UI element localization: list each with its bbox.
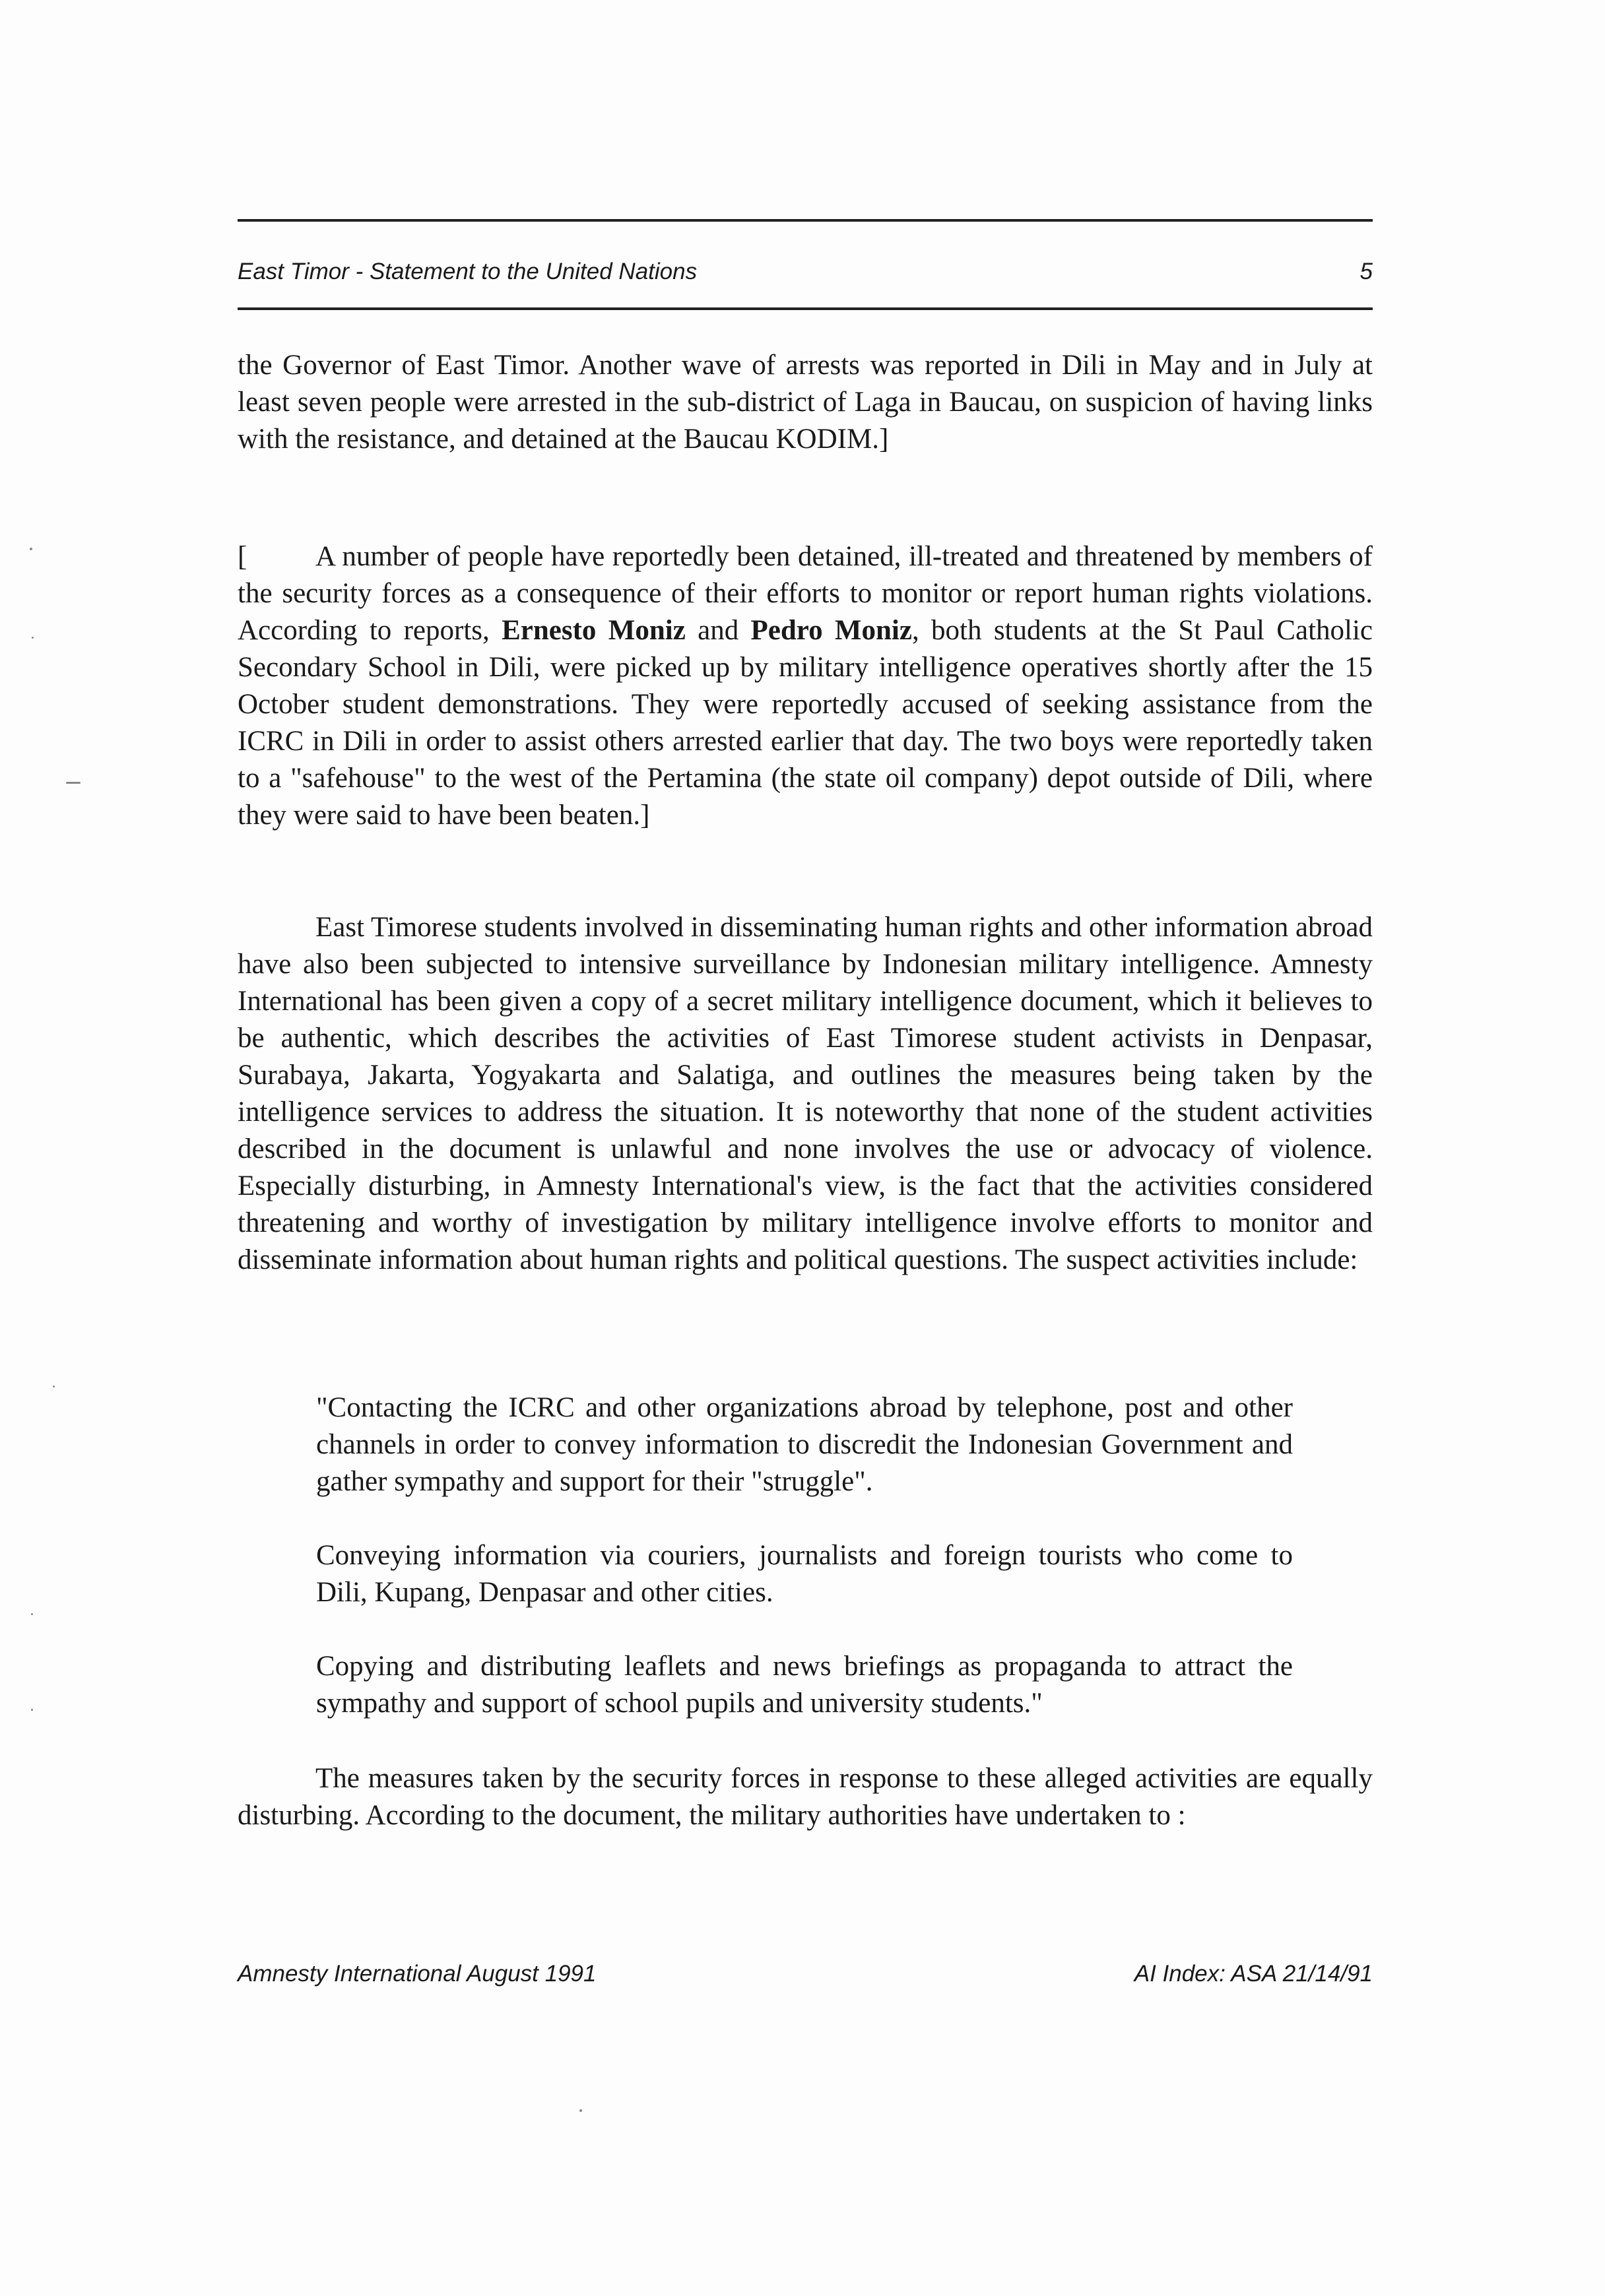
page-number: 5: [1359, 259, 1373, 284]
scan-speck: [579, 2109, 582, 2112]
quote-item-1: "Contacting the ICRC and other organizations abroad by telephone, post and other channels in order to convey information to discredit the Indonesian Government and gather sympathy and support for their "struggle".: [316, 1392, 1293, 1497]
running-title: East Timor - Statement to the United Nations: [238, 259, 698, 284]
quote-item-3: Copying and distributing leaflets and news briefings as propaganda to attract the sympathy and support of school pupils and university students.": [316, 1651, 1293, 1719]
paragraph-2-part-a: A number of people have reportedly been detained, ill-treated and threatened by members of the security forces as a consequence of their efforts to monitor or report human rights violations. According to reports,: [238, 541, 1373, 646]
quote-item-2: Conveying information via couriers, journalists and foreign tourists who come to Dili, Kupang, Denpasar and other cities.: [316, 1540, 1293, 1608]
page-footer: [238, 1956, 1373, 1993]
footer-publisher-date: Amnesty International August 1991: [238, 1961, 597, 1987]
paragraph-1-text: the Governor of East Timor. Another wave of arrests was reported in Dili in May and in July at least seven people were arrested in the sub-district of Laga in Baucau, on suspicion of having links with the resistance, and detained at the Baucau KODIM.]: [238, 350, 1373, 455]
scan-speck: [31, 1613, 33, 1615]
paragraph-2: [238, 538, 1373, 834]
paragraph-3: [238, 909, 1373, 1279]
opening-bracket: [: [238, 541, 247, 572]
paragraph-3-text: East Timorese students involved in disseminating human rights and other information abroad have also been subjected to intensive surveillance by Indonesian military intelligence. Amnesty International has been given a copy of a secret military intelligence document, which it believes to be authentic, which describes the activities of East Timorese student activists in Denpasar, Surabaya, Jakarta, Yogyakarta and Salatiga, and outlines the measures being taken by the intelligence services to address the situation. It is noteworthy that none of the student activities described in the document is unlawful and none involves the use or advocacy of violence. Especially disturbing, in Amnesty International's view, is the fact that the activities considered threatening and worthy of investigation by military intelligence involve efforts to monitor and disseminate information about human rights and political questions. The suspect activities include:: [238, 912, 1373, 1275]
header-rule-top: [238, 219, 1373, 222]
paragraph-2-part-b: , both students at the St Paul Catholic Secondary School in Dili, were picked up by military intelligence operatives shortly after the 15 October student demonstrations. They were reportedly accused of seeking assistance from the ICRC in Dili in order to assist others arrested earlier that day. The two boys were reportedly taken to a "safehouse" to the west of the Pertamina (the state oil company) depot outside of Dili, where they were said to have been beaten.]: [238, 615, 1373, 831]
scan-speck: [32, 637, 34, 639]
quoted-activities-block: [316, 1389, 1293, 1759]
header-rule-bottom: [238, 307, 1373, 310]
name-ernesto-moniz: Ernesto Moniz: [502, 615, 686, 646]
paragraph-2-text: [238, 538, 1373, 834]
scan-speck: [30, 548, 32, 550]
footer-index: AI Index: ASA 21/14/91: [1134, 1961, 1373, 1987]
name-pedro-moniz: Pedro Moniz: [750, 615, 912, 646]
running-header: [238, 253, 1373, 290]
paragraph-2-and: and: [685, 615, 751, 646]
paragraph-1: [238, 347, 1373, 458]
scan-speck: [31, 1709, 33, 1711]
paragraph-4-text: The measures taken by the security forces in response to these alleged activities are equally disturbing. According to the document, the military authorities have undertaken to :: [238, 1763, 1373, 1831]
paragraph-4: [238, 1760, 1373, 1834]
scan-speck: [53, 1386, 55, 1387]
scan-mark: [66, 782, 81, 784]
